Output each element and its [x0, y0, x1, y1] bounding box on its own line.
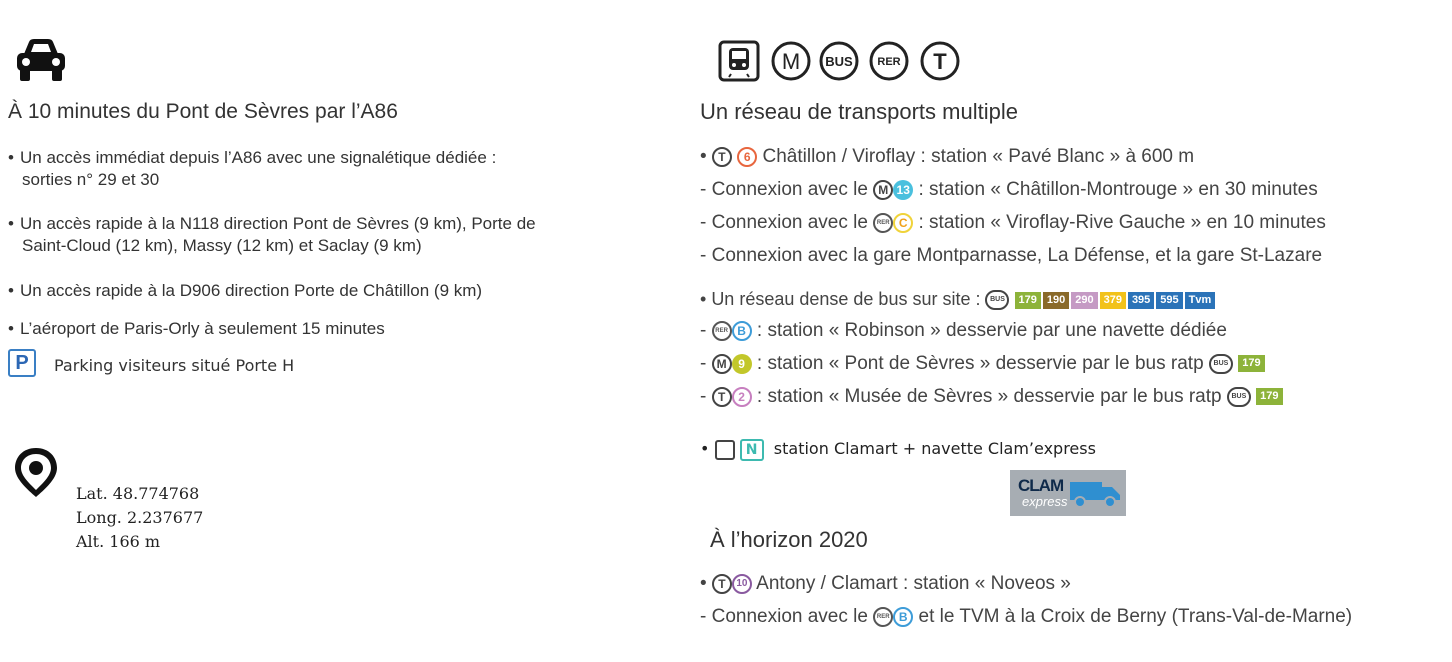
- clamexpress-logo-text: CLAM: [1018, 476, 1064, 495]
- van-icon: [1068, 478, 1122, 510]
- bus-icon: [821, 43, 857, 79]
- list-item: • N station Clamart + navette Clam’express: [700, 436, 1096, 462]
- train-icon: [715, 440, 735, 460]
- tram-10-icon: 10: [732, 574, 752, 594]
- rer-icon: RER: [873, 607, 893, 627]
- tram-icon: T: [712, 147, 732, 167]
- metro-9-icon: 9: [732, 354, 752, 374]
- rer-c-icon: C: [893, 213, 913, 233]
- tram-6-icon: 6: [737, 147, 757, 167]
- bus-179-tag: 179: [1238, 355, 1264, 372]
- transport-title: Un réseau de transports multiple: [700, 99, 1018, 124]
- list-item: - Connexion avec le RER C : station « Viroflay-Rive Gauche » en 10 minutes: [700, 212, 1326, 233]
- tram-icon: [922, 43, 958, 79]
- list-item: • Un accès rapide à la N118 direction Pont de Sèvres (9 km), Porte de Saint-Cloud (12 km), Massy (12 km) et Saclay (9 km): [8, 214, 536, 255]
- train-icon: [720, 42, 758, 80]
- parking-icon: P: [8, 349, 36, 377]
- list-item: - Connexion avec le RER B et le TVM à la Croix de Berny (Trans-Val-de-Marne): [700, 606, 1353, 627]
- rer-icon: [871, 43, 907, 79]
- bus-icon: BUS: [1227, 387, 1251, 407]
- access-title: À 10 minutes du Pont de Sèvres par l’A86: [8, 100, 398, 123]
- svg-text:RER: RER: [877, 56, 901, 68]
- list-item: • L’aéroport de Paris-Orly à seulement 15 minutes: [8, 319, 385, 338]
- navette-n-icon: N: [740, 439, 764, 461]
- list-item: • Un accès rapide à la D906 direction Porte de Châtillon (9 km): [8, 281, 483, 300]
- rer-icon: RER: [712, 321, 732, 341]
- tram-2-icon: 2: [732, 387, 752, 407]
- bus-line-tag: 379: [1100, 292, 1126, 309]
- car-icon: [14, 36, 68, 84]
- svg-text:BUS: BUS: [825, 54, 853, 69]
- bus-icon: BUS: [985, 290, 1009, 310]
- bus-line-tag: 595: [1156, 292, 1182, 309]
- list-item: • Un accès immédiat depuis l’A86 avec une signalétique dédiée : sorties n° 29 et 30: [8, 148, 497, 189]
- metro-13-icon: 13: [893, 180, 913, 200]
- bus-line-tag: 290: [1071, 292, 1097, 309]
- metro-icon: M: [712, 354, 732, 374]
- bus-line-tag: 179: [1015, 292, 1041, 309]
- rer-b-icon: B: [732, 321, 752, 341]
- list-item: • T 10 Antony / Clamart : station « Noveos »: [700, 573, 1071, 594]
- bus-line-tag: Tvm: [1185, 292, 1216, 309]
- gps-coordinates: Lat. 48.774768 Long. 2.237677 Alt. 166 m: [76, 484, 204, 551]
- bus-179-tag: 179: [1256, 388, 1282, 405]
- bus-lines: [1015, 289, 1218, 309]
- svg-text:T: T: [933, 49, 947, 74]
- list-item: - Connexion avec la gare Montparnasse, La Défense, et la gare St-Lazare: [700, 245, 1323, 266]
- horizon-title: À l’horizon 2020: [710, 527, 868, 552]
- svg-text:M: M: [781, 49, 801, 74]
- rer-icon: RER: [873, 213, 893, 233]
- list-item: - T 2 : station « Musée de Sèvres » desservie par le bus ratp BUS 179: [700, 384, 1285, 410]
- list-item: - Connexion avec le M 13 : station « Châtillon-Montrouge » en 30 minutes: [700, 179, 1318, 200]
- transport-modes-icons: [718, 38, 978, 82]
- list-item: - RER B : station « Robinson » desservie par une navette dédiée: [700, 320, 1227, 341]
- list-item: - M 9 : station « Pont de Sèvres » desservie par le bus ratp BUS 179: [700, 351, 1267, 377]
- bus-line-tag: 190: [1043, 292, 1069, 309]
- parking-text: Parking visiteurs situé Porte H: [54, 356, 295, 375]
- bus-line-tag: 395: [1128, 292, 1154, 309]
- bus-icon: BUS: [1209, 354, 1233, 374]
- list-item: • T 6 Châtillon / Viroflay : station « Pavé Blanc » à 600 m: [700, 146, 1195, 167]
- rer-b-icon: B: [893, 607, 913, 627]
- clamexpress-logo-sub: express: [1022, 494, 1068, 509]
- tram-icon: T: [712, 387, 732, 407]
- location-pin-icon: [8, 444, 64, 500]
- metro-icon: M: [873, 180, 893, 200]
- list-item: • Un réseau dense de bus sur site : BUS 179 190 290 379 395 595 Tvm: [700, 286, 1217, 312]
- metro-icon: [773, 43, 809, 79]
- tram-icon: T: [712, 574, 732, 594]
